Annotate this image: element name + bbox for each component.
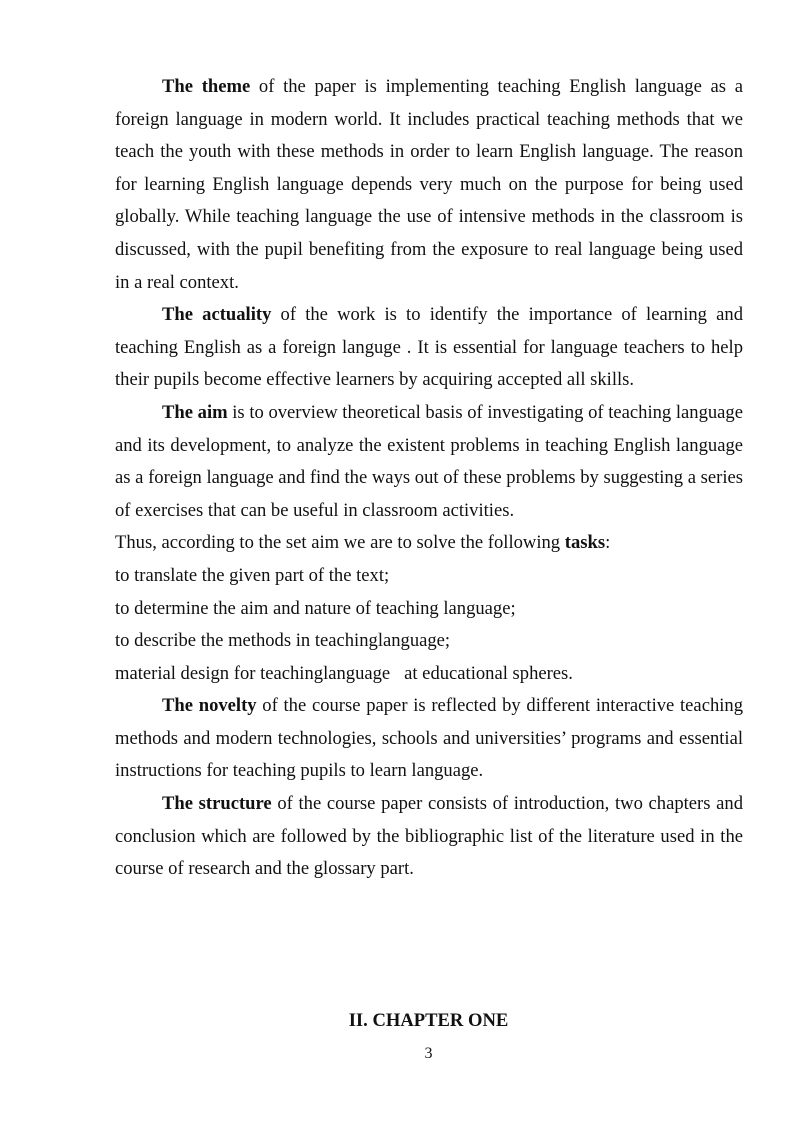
theme-paragraph bbox=[115, 71, 743, 299]
task-item: material design for teachinglanguage at educational spheres. bbox=[115, 662, 573, 684]
structure-text: of the course paper consists of introduction, two chapters and conclusion which are followed by the bibliographic list of the literature used in the course of research and the glossary part. bbox=[115, 793, 744, 880]
task-item: to translate the given part of the text; bbox=[115, 564, 390, 586]
structure-term: The structure bbox=[162, 793, 272, 815]
novelty-term: The novelty bbox=[162, 695, 257, 717]
tasks-intro-colon: : bbox=[605, 532, 611, 554]
structure-paragraph bbox=[115, 788, 743, 886]
actuality-term: The actuality bbox=[162, 304, 272, 326]
tasks-intro-paragraph bbox=[115, 527, 743, 560]
theme-text: of the paper is implementing teaching English language as a foreign language in modern world. It includes practical teaching methods that we teach the youth with these methods in order to learn English language. The reason for learning English language depends very much on the purpose for being used globally. While teaching language the use of intensive methods in the classroom is discussed, with the pupil benefiting from the exposure to real language being used in a real context. bbox=[115, 76, 743, 293]
aim-term: The aim bbox=[162, 401, 228, 423]
document-body bbox=[115, 71, 743, 886]
chapter-heading: II. CHAPTER ONE bbox=[348, 1010, 509, 1031]
aim-text: is to overview theoretical basis of investigating of teaching language and its development, to analyze the existent problems in teaching English language as a foreign language and find the ways out of these problems by suggesting a series of exercises that can be useful in classroom activities. bbox=[115, 401, 743, 521]
tasks-term: tasks bbox=[564, 532, 606, 554]
novelty-text: of the course paper is reflected by different interactive teaching methods and modern technologies, schools and universities’ programs and essential instructions for teaching pupils to learn language. bbox=[115, 695, 743, 782]
actuality-text: of the work is to identify the importance of learning and teaching English as a foreign languge . It is essential for language teachers to help their pupils become effective learners by acquiring accepted all skills. bbox=[115, 304, 743, 391]
task-item: to describe the methods in teachinglanguage; bbox=[115, 630, 451, 652]
novelty-paragraph bbox=[115, 690, 743, 788]
actuality-paragraph bbox=[115, 299, 743, 397]
theme-term: The theme bbox=[162, 76, 251, 97]
page-number: 3 bbox=[424, 1045, 433, 1062]
task-item: to determine the aim and nature of teaching language; bbox=[115, 597, 516, 619]
tasks-intro-text: Thus, according to the set aim we are to solve the following bbox=[115, 532, 565, 554]
aim-paragraph bbox=[115, 397, 743, 527]
